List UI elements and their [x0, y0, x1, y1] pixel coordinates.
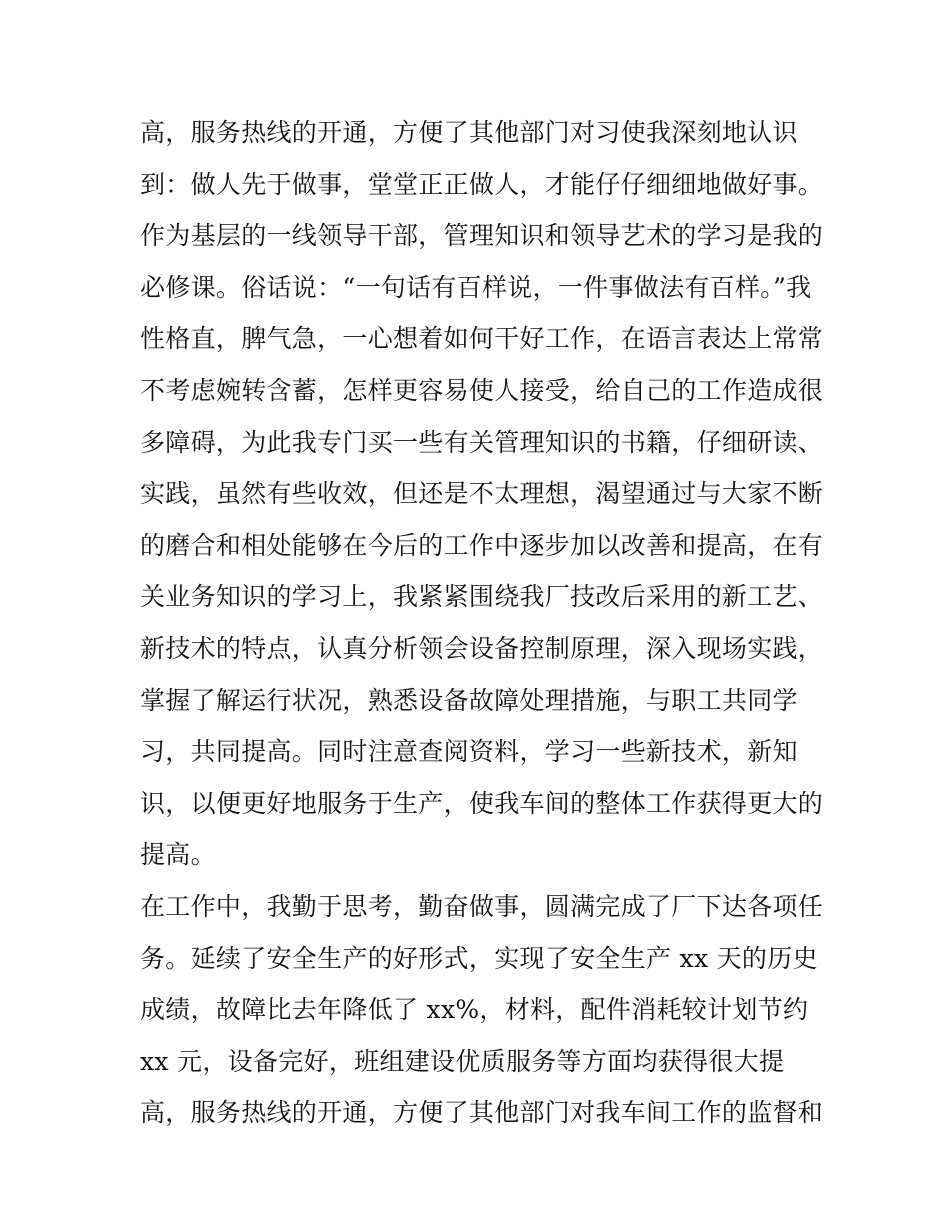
text-line: 的磨合和相处能够在今后的工作中逐步加以改善和提高，在有 [140, 530, 824, 560]
text-line: 掌握了解运行状况，熟悉设备故障处理措施，与职工共同学 [140, 685, 798, 715]
text-line: 习，共同提高。同时注意查阅资料，学习一些新技术，新知 [140, 737, 798, 767]
text-line: 新技术的特点，认真分析领会设备控制原理，深入现场实践， [140, 633, 824, 663]
text-line: 在工作中，我勤于思考，勤奋做事，圆满完成了厂下达各项任 [140, 891, 824, 921]
document-body [140, 107, 824, 1139]
text-line: 不考虑婉转含蓄，怎样更容易使人接受，给自己的工作造成很 [140, 375, 824, 405]
text-line: 识，以便更好地服务于生产，使我车间的整体工作获得更大的 [140, 788, 824, 818]
text-line: xx 元，设备完好，班组建设优质服务等方面均获得很大提 [140, 1046, 785, 1076]
text-line: 关业务知识的学习上，我紧紧围绕我厂技改后采用的新工艺、 [140, 582, 824, 612]
text-line: 高，服务热线的开通，方便了其他部门对我车间工作的监督和 [140, 1098, 824, 1128]
text-line: 必修课。俗话说：“一句话有百样说，一件事做法有百样。”我 [140, 272, 812, 302]
text-line: 性格直，脾气急，一心想着如何干好工作，在语言表达上常常 [140, 324, 824, 354]
text-line: 实践，虽然有些收效，但还是不太理想，渴望通过与大家不断 [140, 479, 824, 509]
text-line: 多障碍，为此我专门买一些有关管理知识的书籍，仔细研读、 [140, 427, 824, 457]
text-line: 提高。 [140, 840, 216, 870]
text-line: 务。延续了安全生产的好形式，实现了安全生产 xx 天的历史 [140, 943, 818, 973]
text-line: 到：做人先于做事，堂堂正正做人，才能仔仔细细地做好事。 [140, 169, 824, 199]
text-line: 高，服务热线的开通，方便了其他部门对习使我深刻地认识 [140, 118, 798, 147]
text-line: 成绩，故障比去年降低了 xx%，材料，配件消耗较计划节约 [140, 995, 809, 1025]
text-line: 作为基层的一线领导干部，管理知识和领导艺术的学习是我的 [140, 221, 824, 251]
